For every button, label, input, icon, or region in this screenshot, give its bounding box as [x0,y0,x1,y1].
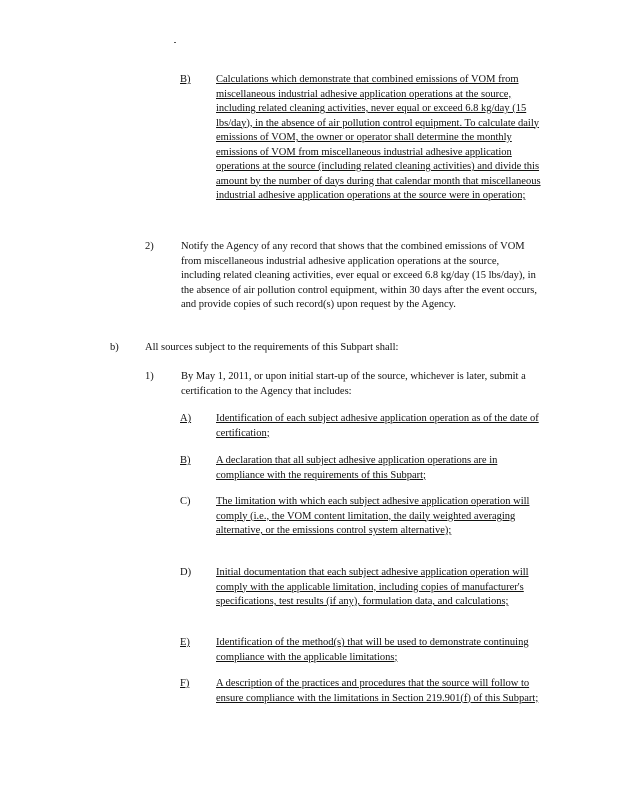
item-text: Calculations which demonstrate that combined emissions of VOM from miscellaneous industrial adhesive application operations at the source, including related cleaning activities, never equal or exceed 6.8 kg/day (15 lbs/day), in the absence of air pollution control equipment. To calculate daily emissions of VOM, the owner or operator shall determine the monthly emissions of VOM from miscellaneous industrial adhesive application operations at the source (including related cleaning activities) and divide this amount by the number of days during that calendar month that miscellaneous industrial adhesive application operations at the source were in operation; [216,74,541,201]
item-text: Identification of each subject adhesive application operation as of the date of certification; [216,413,539,439]
item-text: Notify the Agency of any record that shows that the combined emissions of VOM from miscellaneous industrial adhesive application operations at the source, including related cleaning activities, ever equal or exceed 6.8 kg/day (15 lbs/day), in the absence of air pollution control equipment, within 30 days after the event occurs, and provide copies of such record(s) upon request by the Agency. [181,241,538,310]
item-label: B) [180,455,191,466]
item-label: B) [180,74,191,85]
item-text: Identification of the method(s) that will be used to demonstrate continuing compliance with the applicable limitations; [216,637,529,663]
item-text: The limitation with which each subject adhesive application operation will comply (i.e., the VOM content limitation, the daily weighted averaging alternative, or the emissions control system alternative); [216,496,530,536]
item-label: C) [180,496,191,507]
item-label: b) [110,342,119,353]
item-label: E) [180,637,190,648]
item-label: 2) [145,241,154,252]
item-text: All sources subject to the requirements of this Subpart shall: [145,342,399,353]
item-label: 1) [145,371,154,382]
item-text: A description of the practices and procedures that the source will follow to ensure compliance with the limitations in Section 219.901(f) of this Subpart; [216,678,539,704]
item-label: F) [180,678,190,689]
item-label: A) [180,413,192,424]
item-text: A declaration that all subject adhesive application operations are in compliance with the requirements of this Subpart; [216,455,498,481]
scan-speck [174,42,176,43]
item-text: Initial documentation that each subject adhesive application operation will comply with the applicable limitation, including copies of manufacturer's specifications, test results (if any), formulation data, and calculations; [216,567,529,607]
item-text: By May 1, 2011, or upon initial start-up of the source, whichever is later, submit a certification to the Agency that includes: [181,371,526,397]
item-label: D) [180,567,192,578]
